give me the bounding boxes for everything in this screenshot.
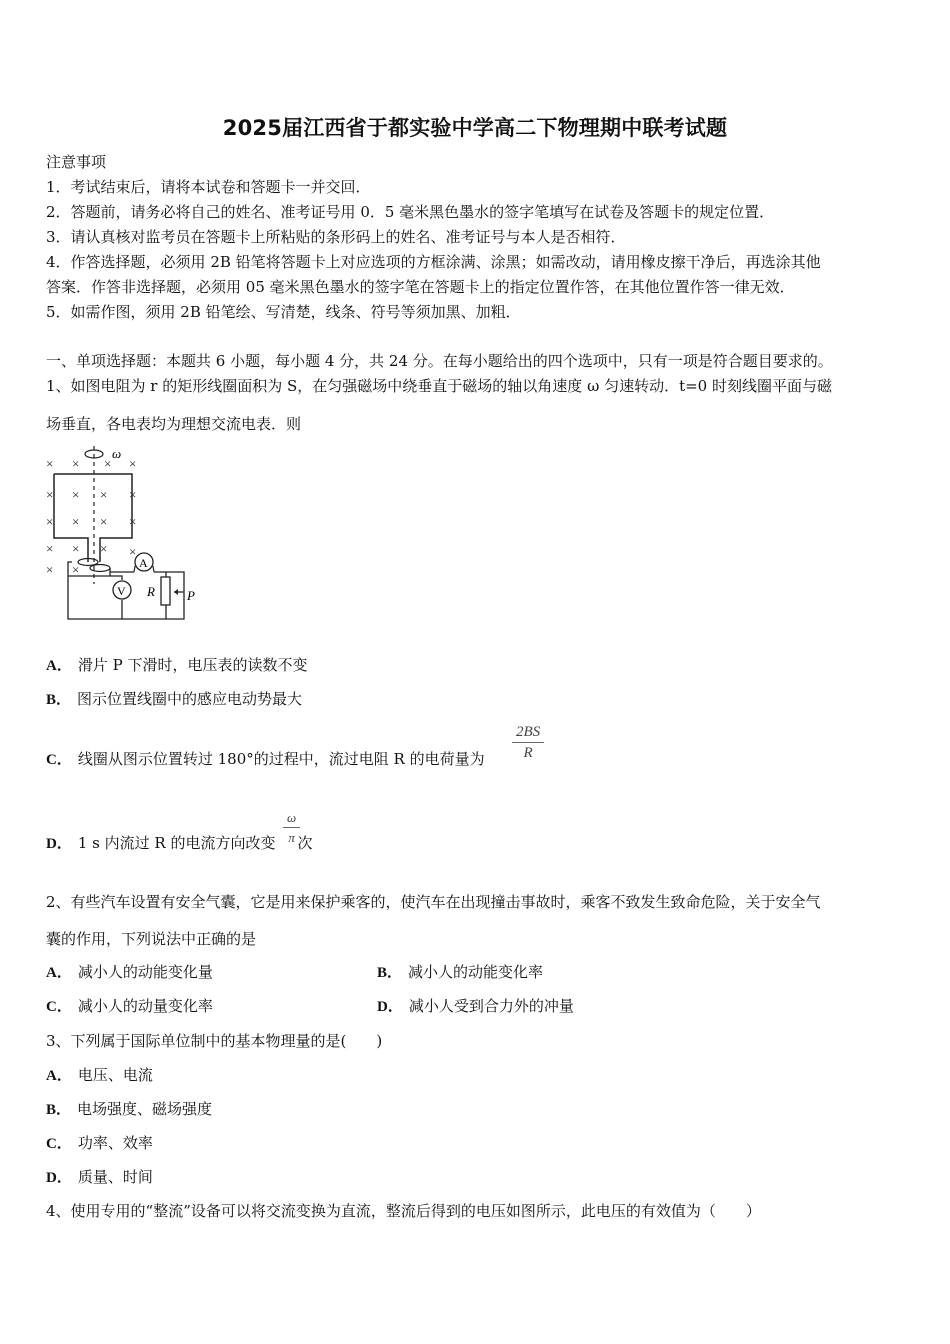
field-cross: × [104,456,112,471]
q2-option-c[interactable] [46,996,213,1017]
option-text: 1 s 内流过 R 的电流方向改变 [77,834,276,852]
fraction-numerator: 2BS [512,724,544,743]
q2-option-d[interactable] [377,996,574,1017]
option-label: B． [377,965,403,981]
option-tail: 次 [297,834,313,852]
notice-heading: 注意事项 [46,153,107,171]
option-label: B． [46,1102,72,1118]
section-heading: 一、单项选择题：本题共 6 小题，每小题 4 分，共 24 分。在每小题给出的四个选项中，只有一项是符合题目要求的。 [46,352,833,370]
q1-option-c-fraction [512,724,544,762]
field-cross: × [129,544,137,559]
option-label: D． [46,836,72,852]
notice-item-4-cont: 答案．作答非选择题，必须用 05 毫米黑色墨水的签字笔在答题卡上的指定位置作答，在其他位置作答一律无效． [46,278,795,296]
q3-option-c[interactable] [46,1133,153,1154]
option-label: D． [46,1170,72,1186]
option-label: A． [46,965,72,981]
circuit-wire-top [110,568,166,582]
option-label: A． [46,1068,72,1084]
q1-option-b[interactable] [46,689,302,710]
field-cross: × [72,562,80,577]
field-cross: × [129,456,137,471]
field-cross: × [72,514,80,529]
q1-option-c[interactable] [46,749,485,770]
q1-stem-line2: 场垂直，各电表均为理想交流电表．则 [46,415,302,433]
page-title: 2025届江西省于都实验中学高二下物理期中联考试题 [222,116,728,140]
resistor-icon [161,577,170,605]
option-text: 质量、时间 [77,1168,153,1186]
omega-label: ω [112,446,122,461]
field-cross: × [46,562,54,577]
q4-stem: 4、使用专用的“整流”设备可以将交流变换为直流，整流后得到的电压如图所示，此电压的有效值为（ ） [46,1202,761,1220]
option-text: 减小人的动能变化量 [77,963,213,981]
slider-arrow-icon [174,589,178,595]
option-text: 减小人的动能变化率 [408,963,544,981]
field-cross: × [72,487,80,502]
field-cross: × [100,514,108,529]
coil-left-side [54,474,88,562]
q1-option-d[interactable] [46,833,312,854]
q1-option-d-fraction [283,810,300,846]
coil-right-side [54,474,132,562]
option-text: 电压、电流 [77,1066,153,1084]
option-text: 减小人的动量变化率 [77,997,213,1015]
q1-option-a[interactable] [46,655,307,676]
option-text: 滑片 P 下滑时，电压表的读数不变 [77,656,308,674]
notice-item-2: 2．答题前，请务必将自己的姓名、准考证号用 0．5 毫米黑色墨水的签字笔填写在试卷及答题卡的规定位置． [46,203,775,221]
field-cross: × [46,514,54,529]
q2-stem-line2: 囊的作用，下列说法中正确的是 [46,930,257,948]
field-cross: × [46,487,54,502]
field-cross: × [129,514,137,529]
option-text: 电场强度、磁场强度 [77,1100,213,1118]
q3-stem: 3、下列属于国际单位制中的基本物理量的是( ) [46,1032,383,1050]
fraction-denominator: R [523,745,533,761]
voltmeter-label: V [117,584,126,598]
resistor-label: R [147,584,155,599]
field-cross: × [72,541,80,556]
option-text: 图示位置线圈中的感应电动势最大 [77,690,303,708]
option-label: C． [46,1136,72,1152]
fraction-numerator: ω [283,810,300,828]
q1-stem-line1: 1、如图电阻为 r 的矩形线圈面积为 S，在匀强磁场中绕垂直于磁场的轴以角速度 ω 匀速转动．t=0 时刻线圈平面与磁 [46,377,832,395]
q3-option-b[interactable] [46,1099,212,1120]
notice-item-5: 5．如需作图，须用 2B 铅笔绘、写清楚，线条、符号等须加黑、加粗． [46,303,521,321]
field-cross: × [46,456,54,471]
slider-label: P [187,588,195,603]
option-text: 功率、效率 [77,1134,153,1152]
ammeter-label: A [139,556,148,570]
field-cross: × [129,487,137,502]
field-cross: × [46,541,54,556]
q2-option-b[interactable] [377,962,543,983]
notice-item-1: 1．考试结束后，请将本试卷和答题卡一并交回． [46,178,371,196]
q3-option-a[interactable] [46,1065,153,1086]
field-cross: × [72,456,80,471]
option-text: 线圈从图示位置转过 180°的过程中，流过电阻 R 的电荷量为 [77,750,485,768]
option-label: B． [46,692,72,708]
q1-coil-figure [44,444,204,624]
option-label: C． [46,999,72,1015]
option-label: C． [46,752,72,768]
q3-option-d[interactable] [46,1167,153,1188]
q2-stem-line1: 2、有些汽车设置有安全气囊，它是用来保护乘客的，使汽车在出现撞击事故时，乘客不致发生致命危险，关于安全气 [46,893,821,911]
option-label: A． [46,658,72,674]
option-label: D． [377,999,403,1015]
fraction-denominator: π [288,830,295,845]
field-cross: × [100,487,108,502]
option-text: 减小人受到合力外的冲量 [408,997,574,1015]
q2-option-a[interactable] [46,962,213,983]
slip-ring [90,565,110,572]
field-cross: × [100,541,108,556]
notice-item-4: 4．作答选择题，必须用 2B 铅笔将答题卡上对应选项的方框涂满、涂黑；如需改动，请用橡皮擦干净后，再选涂其他 [46,253,821,271]
notice-item-3: 3．请认真核对监考员在答题卡上所粘贴的条形码上的姓名、准考证号与本人是否相符． [46,228,626,246]
